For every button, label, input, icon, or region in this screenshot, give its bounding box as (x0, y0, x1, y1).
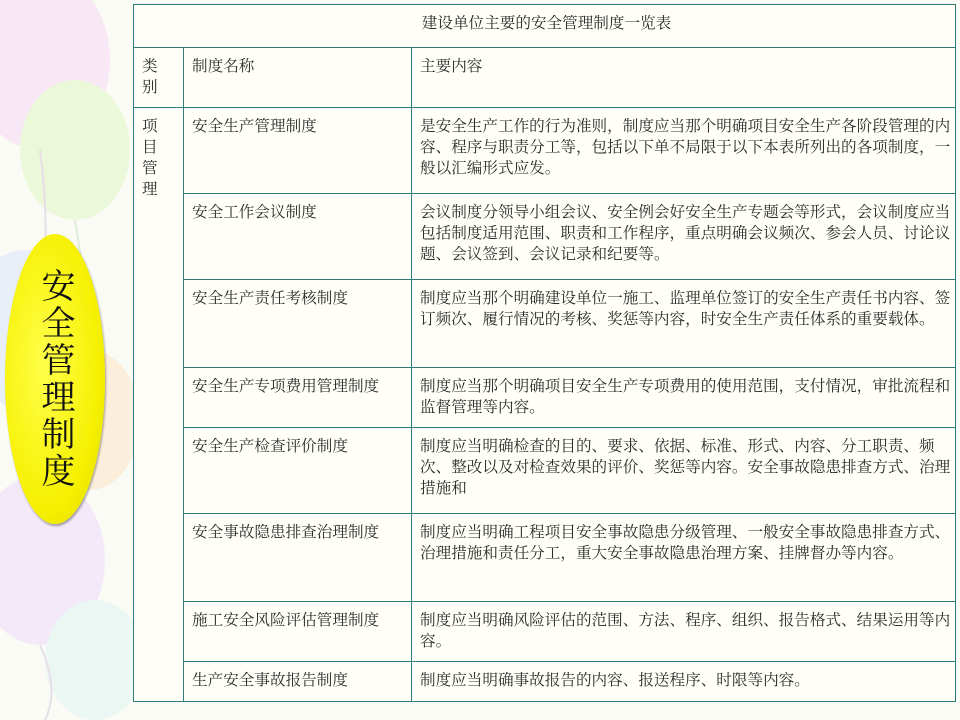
regulation-content: 制度应当明确事故报告的内容、报送程序、时限等内容。 (412, 662, 956, 702)
regulation-name: 安全生产管理制度 (184, 108, 412, 194)
regulation-name: 安全生产检查评价制度 (184, 428, 412, 514)
table-row (134, 514, 956, 602)
regulation-content: 制度应当明确风险评估的范围、方法、程序、组织、报告格式、结果运用等内容。 (412, 602, 956, 662)
regulation-content: 制度应当那个明确建设单位一施工、监理单位签订的安全生产责任书内容、签订频次、履行情况的考核、奖惩等内容，时安全生产责任体系的重要载体。 (412, 280, 956, 368)
header-content: 主要内容 (412, 48, 956, 108)
regulation-content: 会议制度分领导小组会议、安全例会好安全生产专题会等形式，会议制度应当包括制度适用范围、职责和工作程序，重点明确会议频次、参会人员、讨论议题、会议签到、会议记录和纪要等。 (412, 194, 956, 280)
table-title-row (134, 5, 956, 48)
regulation-content: 制度应当那个明确项目安全生产专项费用的使用范围，支付情况，审批流程和监督管理等内容。 (412, 368, 956, 428)
table-row (134, 368, 956, 428)
regulation-name: 安全生产责任考核制度 (184, 280, 412, 368)
regulation-name: 安全工作会议制度 (184, 194, 412, 280)
table-row (134, 194, 956, 280)
side-title-text: 安全管理制度 (35, 268, 75, 490)
regulation-name: 安全生产专项费用管理制度 (184, 368, 412, 428)
table-row (134, 280, 956, 368)
table-row (134, 428, 956, 514)
side-title (5, 234, 105, 524)
header-name: 制度名称 (184, 48, 412, 108)
category-cell: 项目管理 (134, 108, 184, 702)
regulation-name: 生产安全事故报告制度 (184, 662, 412, 702)
table-row (134, 108, 956, 194)
regulation-table (133, 4, 956, 702)
regulation-name: 安全事故隐患排查治理制度 (184, 514, 412, 602)
table-row (134, 662, 956, 702)
table-title: 建设单位主要的安全管理制度一览表 (134, 5, 956, 48)
regulation-content: 制度应当明确检查的目的、要求、依据、标准、形式、内容、分工职责、频次、整改以及对检查效果的评价、奖惩等内容。安全事故隐患排查方式、治理措施和 (412, 428, 956, 514)
regulation-name: 施工安全风险评估管理制度 (184, 602, 412, 662)
table-header-row (134, 48, 956, 108)
regulation-content: 是安全生产工作的行为准则，制度应当那个明确项目安全生产各阶段管理的内容、程序与职责分工等，包括以下单不局限于以下本表所列出的各项制度，一般以汇编形式应发。 (412, 108, 956, 194)
header-category: 类别 (134, 48, 184, 108)
regulation-content: 制度应当明确工程项目安全事故隐患分级管理、一般安全事故隐患排查方式、治理措施和责任分工，重大安全事故隐患治理方案、挂牌督办等内容。 (412, 514, 956, 602)
table-row (134, 602, 956, 662)
